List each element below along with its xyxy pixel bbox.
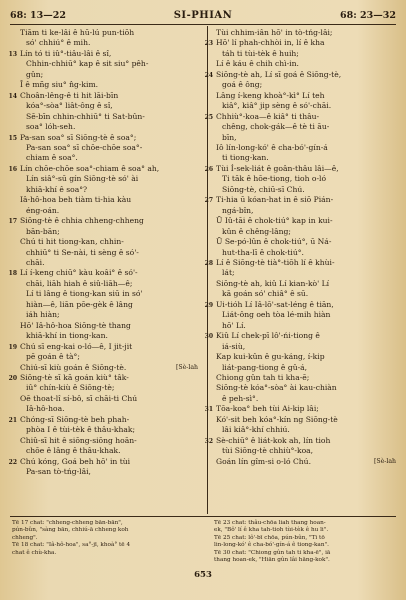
verse-block [216,373,396,383]
verse-line: Lí ê káu ê chih chì-in. [216,59,299,69]
verse-block [216,143,396,164]
left-text-column [8,28,198,477]
verse-line: Chiû-sī hit ê siōng-siōng hoān- [20,435,137,445]
verse-line [20,363,198,373]
verse-line: Choân-lêng-ê ti hit lāi-bīn [20,90,119,100]
verse-block [8,90,198,133]
header-right-reference: 68: 23—32 [340,9,396,21]
footnote-line: chheng". [12,534,38,541]
footnote-line: Tē 23 chat: thâu-chōa liah thang hoan- [214,520,326,526]
verse-line: liát-pang-tiong ê gû-á, [222,362,308,372]
verse-line: Hō' Iâ-hô-hoa Siōng-tè thang [20,320,131,330]
footnote-line: pún-bûn, "sàng bān, chhiú-ā chheng koh [12,527,129,534]
verse-line: Ti-hia ū kóan-hat in ê siō Pián- [216,195,334,205]
footnote-line: lin-long-kó' ê cha-bó'-gín-á ê tiong-kan". [214,542,329,549]
verse-number: 17 [8,218,17,226]
verse-line: khiā-khí ê soa°? [26,184,88,194]
verse-block [8,48,198,80]
verse-line: Siōng-tè ah, kiû Lí kian-kò' Lí [216,278,330,288]
verse-line: chōe ê lâng ê thâu-khak. [26,446,121,456]
verse-line: éng-oán. [26,205,60,215]
verse-block [8,268,198,320]
verse-line [216,457,396,467]
verse-line: Chú ti hit tiong-kan, chhin- [20,237,124,247]
verse-line: Kap kui-kûn ê gu-káng, í-kip [216,352,325,362]
verse-line: chāi, liāh hiah ê siû-liāh—ê; [26,278,133,288]
verse-line: hō' Lí. [222,320,246,330]
verse-block [216,216,396,237]
verse-block [20,436,198,457]
verse-line: kóa°-sòa° liât-ông ê sî, [26,101,113,111]
verse-block [216,415,396,436]
verse-number: 27 [204,197,213,205]
verse-line: chhiū° ti Se-nài, ti sèng ê só'- [26,247,139,257]
verse-block [204,163,396,195]
verse-number: 23 [204,40,213,48]
verse-line: iá-siù, [222,341,246,351]
verse-line: Siōng-tè kóa°-sòa° ài kau-chiàn [216,383,337,393]
footnotes-right [214,520,398,564]
verse-line: Iâ-hô-hoa. [26,404,65,414]
verse-number: 28 [204,259,213,267]
verse-block [8,132,198,164]
verse-block [20,321,198,342]
verse-line: chāi. [26,257,45,267]
verse-line: Siōng-tè sī kā goán kiù° tâk- [20,372,129,382]
verse-number: 16 [8,165,17,173]
verse-line: kûn ê chêng-lâng; [222,226,291,236]
verse-line: lát; [222,268,235,278]
verse-line: chêng, chok-gák—ê tè ti āu- [222,122,330,132]
verse-line: Chú sī eng-kai o-ló—ê, I jit-jit [20,341,133,351]
verse-block [216,383,396,404]
verse-line: soa° lóh-seh. [26,122,76,132]
verse-line: Tiām ti ke-lâi ê hū-lú pun-tiōh [20,28,135,37]
verse-line: hut-tha-lī ê chok-tiú°. [222,247,304,257]
verse-block [216,352,396,373]
verse-line: Lí ê Siōng-tè tià°-tiōh lí ê khùi- [216,257,335,267]
verse-line: Tùi Í-sek-liát ê goân-thâu lâi—ê, [216,163,339,173]
verse-line: iáh hiàn; [26,310,60,320]
verse-block [8,216,198,237]
verse-number: 32 [204,437,213,445]
verse-line: Ū Se-pó-lûn ê chok-tiú°, ū Ná- [216,237,332,247]
verse-block [8,372,198,394]
verse-block [216,28,396,38]
footnote-rule [10,516,396,517]
verse-number: 26 [204,165,213,173]
verse-number: 30 [204,333,213,341]
verse-block [204,299,396,331]
selah-note: [Sè-lah [175,363,198,371]
verse-block [204,435,396,457]
verse-number: 14 [8,92,17,100]
verse-block [20,28,198,49]
verse-line: bān-bān; [26,226,60,236]
verse-line-text: Goán lín gîm-si o-ló Chú. [216,456,311,466]
verse-block [20,394,198,415]
verse-line: Tōa-koa° beh tùi Ai-kip lâi; [216,404,319,414]
verse-line-text: Chiú-sī kiù goán ê Siōng-tè. [20,362,127,372]
verse-line: Lín chōe-chōe soa°-chiam ê soa° ah, [20,163,160,173]
footnote-line: ek, "Bô' lí ê kha tah-tioh tùi-tèk ê hu li". [214,527,329,534]
footnotes-left [12,520,196,557]
verse-block [216,237,396,258]
verse-line: Chóng-sī Siōng-tè beh phah- [20,414,130,424]
header-rule [10,24,396,25]
verse-line: Siōng-tè, chiū-sī Chú. [222,184,305,194]
verse-block [216,91,396,112]
verse-line: pē goán ê tà°; [26,352,80,362]
verse-number: 19 [8,343,17,351]
verse-block [216,59,396,69]
verse-number: 15 [8,134,17,142]
verse-line: Tùi chhim-iân hō' in tò-tńg-lâi; [216,28,333,37]
verse-number: 25 [204,113,213,121]
verse-line: Iô lín-long-kó' ê cha-bó'-gín-á [216,142,328,152]
verse-block [204,38,396,59]
verse-number: 13 [8,50,17,58]
verse-block [204,331,396,352]
verse-line: ê peh-sì°. [222,393,259,403]
verse-block [204,257,396,279]
verse-line: Ti tāk ê hōe-tiong, tioh o-ló [222,174,327,184]
verse-block [8,456,198,478]
verse-block [204,111,396,143]
verse-line: Ui-tióh Lí Iâ-lō'-sat-léng ê tiān, [216,299,334,309]
verse-line: khiā-khí in tiong-kan. [26,331,108,341]
verse-line: Lí ti lâng ê tiong-kan siū in só' [26,289,143,299]
verse-line: phòa I ê tùi-tèk ê thâu-khak; [26,425,136,435]
footnote-line: thang hoan-ek, "Hiān gûn lâi hāng-kok". [214,557,330,564]
footnote-line: Tē 18 chat: "Iâ-hô-hoa", sa°-jī, khoà° tē 4 [12,542,131,549]
verse-number: 31 [204,406,213,414]
verse-line: Sè-chiū° ê liát-kok ah, lín tioh [216,435,331,445]
verse-number: 29 [204,301,213,309]
verse-number: 20 [8,374,17,382]
verse-line: Chiong gûn tah ti kha-ē; [216,372,310,382]
verse-line: kā goán só' chiâ° ê sū. [222,289,309,299]
verse-block [8,163,198,195]
verse-line: Pa-san soa° sī chōe-chōe soa°- [26,142,143,152]
verse-line: hiàn—ê, liān pōe-gèk ê lâng [26,299,133,309]
verse-line: Siōng-tè ê chhia chheng-chheng [20,216,144,226]
verse-block [20,363,198,373]
verse-line: Liát-ông oeh tòa lé-mih hiàn [222,310,331,320]
verse-line: ngá-bîn, [222,205,254,215]
verse-line: Kó'-sit beh kóa°-kín ng Siōng-tè [216,414,338,424]
verse-line: Lí í-keng chiū° kàu koâi° ê só'- [20,268,138,278]
verse-line: Chhiù°-koa—ê kiâ° ti thâu- [216,111,320,121]
verse-block [20,80,198,90]
verse-line: Sē-bīn chhin-chhiū° ti Sat-bûn- [26,111,145,121]
verse-line: ti tiong-kan. [222,153,269,163]
verse-block [204,404,396,414]
verse-line: Oē thoat-lî sí-bô, sī chāi-ti Chú [20,393,138,403]
footnote-line: chat ê chù-kha. [12,549,57,556]
verse-line: Lâng í-keng khoà°-kì° Lí teh [216,90,325,100]
verse-line: Pa-san soa° sī Siōng-tè ê soa°; [20,132,137,142]
footnote-line: Tē 25 chat: lô'-bī chōa, pún-bûn, "Ti tō [214,534,325,541]
page-number: 653 [194,570,212,580]
verse-line: tùi Siōng-tè chhiù°-koa, [222,446,314,456]
verse-line: Î ê mñg siu° n̂g-kim. [20,80,99,90]
footnote-line: Tē 30 chat: "Chiong gûn tah ti kha-ē", iā [214,549,331,556]
verse-line: Chhin-chhiū° kap ê sit siu° pêh- [26,59,149,69]
verse-line: Lín tó ti iû°-tiâu-lâi ê sî, [20,48,112,58]
verse-block [204,195,396,216]
header-left-reference: 68: 13—22 [10,9,66,21]
right-text-column [204,28,396,467]
verse-line: Kiû Lí chek-pī lô'-ńi-tiong ê [216,331,320,341]
selah-note: [Sè-lah [373,457,396,465]
verse-line: goá ê ông; [222,80,263,90]
verse-line: táh ti tùi-tèk ê huih; [222,48,299,58]
verse-line: bīn, [222,132,237,142]
verse-line: gûn; [26,69,44,79]
verse-block [8,414,198,436]
verse-line: Hō' lí phah-chhòi in, lí ê kha [216,38,325,48]
verse-number: 22 [8,458,17,466]
verse-line: kiâ°, kiâ° jip sèng ê só'-chāi. [222,101,332,111]
verse-line: Iâ-hô-hoa beh tiàm ti-hia kàu [20,195,132,205]
verse-number: 21 [8,416,17,424]
verse-line: só' chhiú° ê mih. [26,38,91,48]
verse-block [20,195,198,216]
verse-block [216,279,396,300]
page-header [10,7,396,23]
verse-number: 18 [8,270,17,278]
verse-number: 24 [204,71,213,79]
verse-line: Pa-san tò-tńg-lâi, [26,467,91,477]
verse-block [216,457,396,467]
verse-line: chiam ê soa°. [26,153,78,163]
verse-line: lâi kiâ°-khí chhiú. [222,425,290,435]
verse-line: Chú kóng, Goá beh hō' in tùi [20,456,131,466]
verse-line: Ū Iû-tāi ê chok-tiú° kap in kui- [216,216,333,226]
footnote-line: Tē 17 chat: "chheng-chheng bān-bān", [12,520,123,526]
verse-line: Lín siâ°-sū gín Siōng-tè só' ài [26,174,139,184]
verse-line: iû° chín-kiù ê Siōng-tè; [26,383,115,393]
verse-block [8,341,198,363]
verse-block [20,237,198,268]
verse-block [204,69,396,91]
header-title: SI-PHIAN [173,9,233,21]
verse-line: Siōng-tè ah, Lí sī goá ê Siōng-tè, [216,69,342,79]
